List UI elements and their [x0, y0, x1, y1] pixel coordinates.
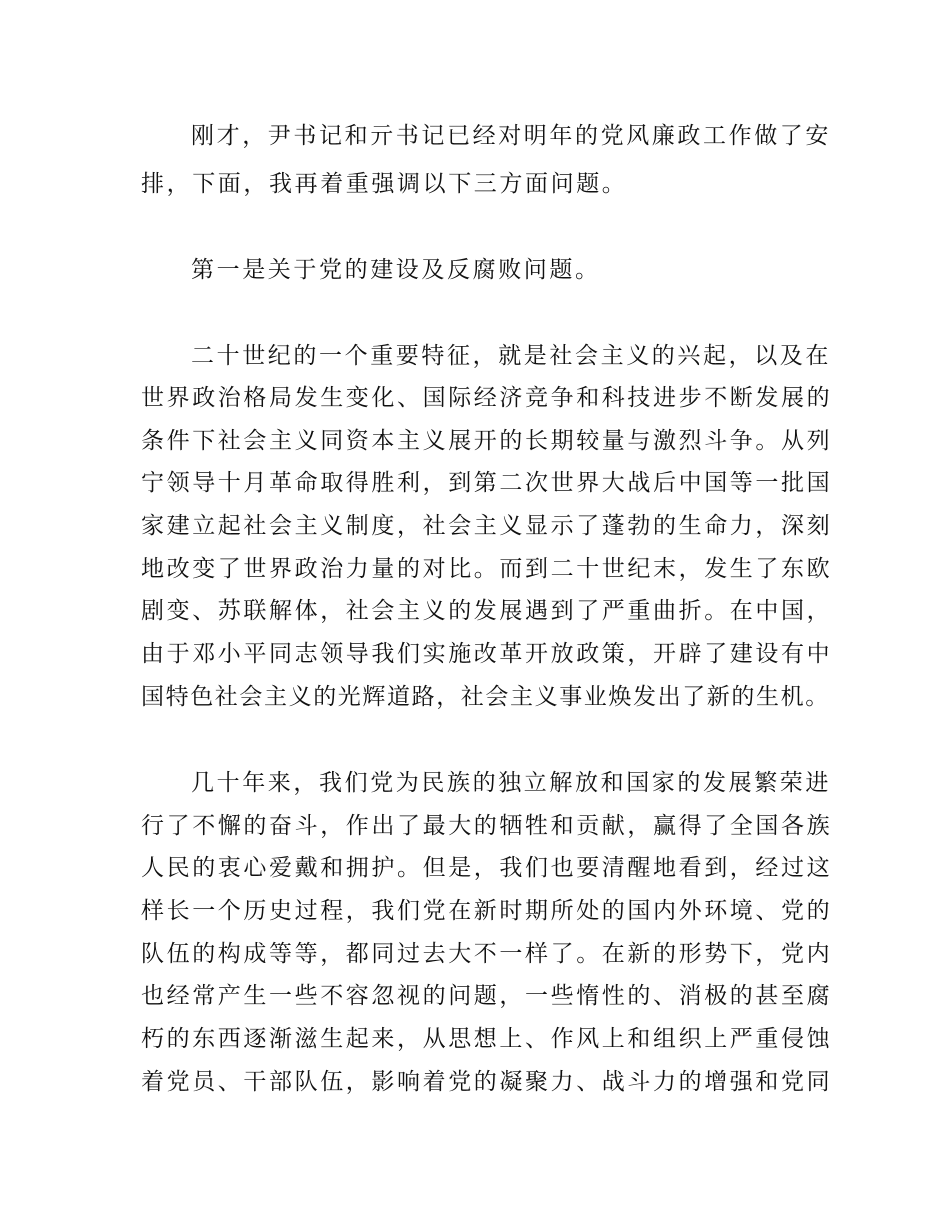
paragraph-3-line-2: 世界政治格局发生变化、国际经济竞争和科技进步不断发展的	[141, 385, 833, 411]
paragraph-3-line-1: 二十世纪的一个重要特征，就是社会主义的兴起，以及在	[191, 343, 831, 369]
paragraph-4-line-7: 朽的东西逐渐滋生起来，从思想上、作风上和组织上严重侵蚀	[141, 1026, 833, 1052]
paragraph-4-line-2: 行了不懈的奋斗，作出了最大的牺牲和贡献，赢得了全国各族	[141, 813, 833, 839]
paragraph-1-line-2: 排，下面，我再着重强调以下三方面问题。	[141, 171, 628, 197]
paragraph-3-line-3: 条件下社会主义同资本主义展开的长期较量与激烈斗争。从列	[141, 428, 833, 454]
paragraph-3-line-6: 地改变了世界政治力量的对比。而到二十世纪末，发生了东欧	[141, 556, 833, 582]
paragraph-4-line-8: 着党员、干部队伍，影响着党的凝聚力、战斗力的增强和党同	[141, 1069, 833, 1095]
paragraph-2-line-1: 第一是关于党的建设及反腐败问题。	[191, 257, 601, 283]
paragraph-3-line-7: 剧变、苏联解体，社会主义的发展遇到了严重曲折。在中国，	[141, 598, 833, 624]
paragraph-4-line-1: 几十年来，我们党为民族的独立解放和国家的发展繁荣进	[191, 770, 831, 796]
paragraph-4-line-4: 样长一个历史过程，我们党在新时期所处的国内外环境、党的	[141, 898, 833, 924]
paragraph-4-line-3: 人民的衷心爱戴和拥护。但是，我们也要清醒地看到，经过这	[141, 855, 833, 881]
paragraph-3-line-5: 家建立起社会主义制度，社会主义显示了蓬勃的生命力，深刻	[141, 513, 833, 539]
paragraph-3-line-8: 由于邓小平同志领导我们实施改革开放政策，开辟了建设有中	[141, 641, 833, 667]
paragraph-3-line-4: 宁领导十月革命取得胜利，到第二次世界大战后中国等一批国	[141, 470, 833, 496]
paragraph-4-line-6: 也经常产生一些不容忽视的问题，一些惰性的、消极的甚至腐	[141, 983, 833, 1009]
paragraph-3-line-9: 国特色社会主义的光辉道路，社会主义事业焕发出了新的生机。	[141, 684, 830, 710]
paragraph-1-line-1: 刚才，尹书记和亓书记已经对明年的党风廉政工作做了安	[191, 123, 831, 149]
paragraph-4-line-5: 队伍的构成等等，都同过去大不一样了。在新的形势下，党内	[141, 941, 833, 967]
